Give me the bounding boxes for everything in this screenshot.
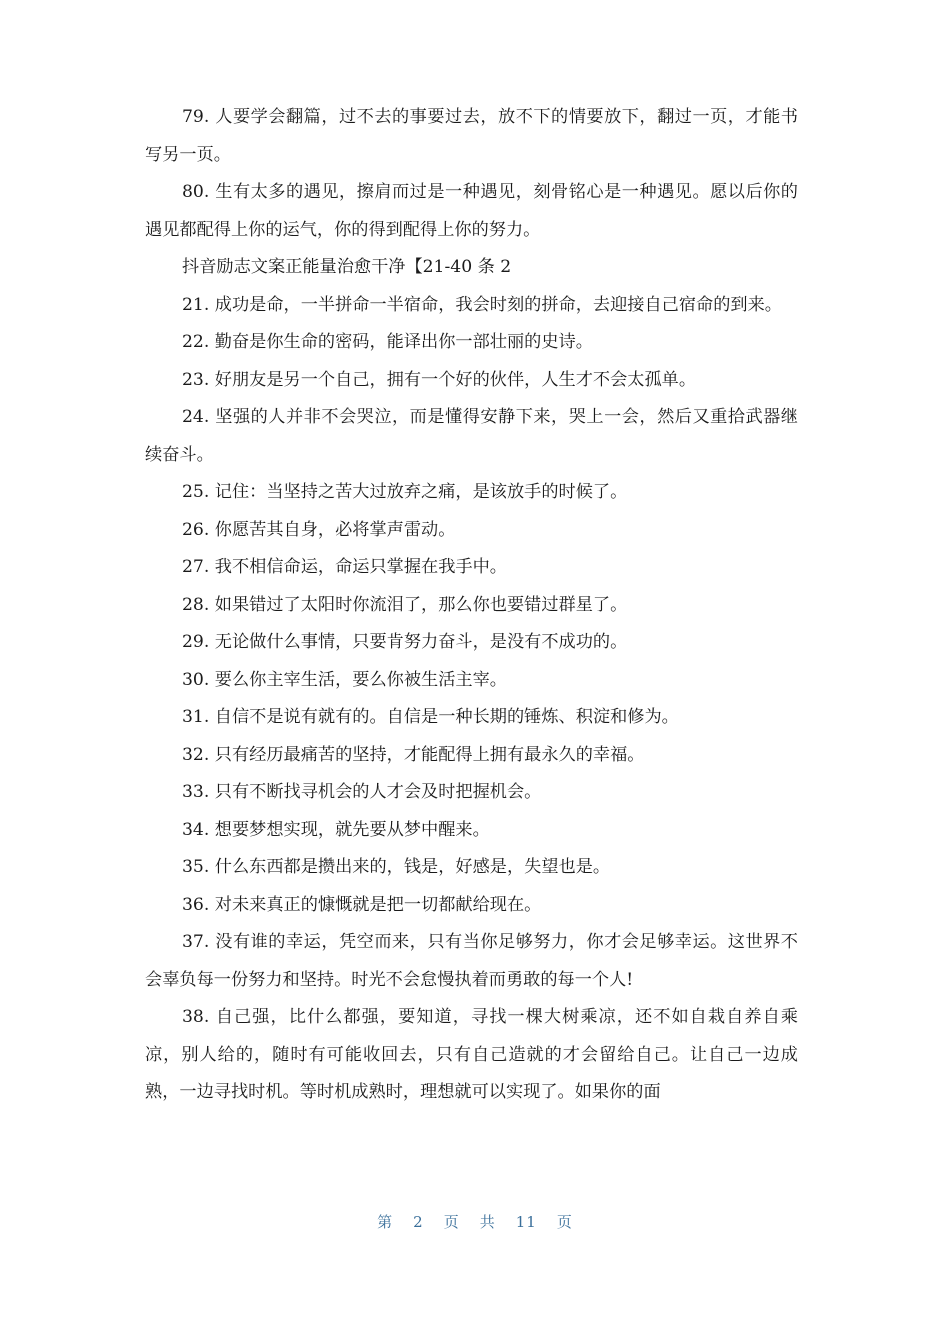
paragraph-33: 33. 只有不断找寻机会的人才会及时把握机会。 bbox=[182, 782, 542, 802]
footer-label-pages-end: 页 bbox=[556, 1213, 573, 1231]
paragraph-36: 36. 对未来真正的慷慨就是把一切都献给现在。 bbox=[182, 894, 542, 915]
paragraph-29: 29. 无论做什么事情，只要肯努力奋斗，是没有不成功的。 bbox=[182, 632, 628, 652]
paragraph-28: 28. 如果错过了太阳时你流泪了，那么你也要错过群星了。 bbox=[182, 594, 628, 615]
footer-current-page: 2 bbox=[413, 1213, 424, 1231]
document-body bbox=[145, 99, 798, 1112]
footer-label-of: 页 bbox=[443, 1213, 460, 1231]
paragraph-26: 26. 你愿苦其自身，必将掌声雷动。 bbox=[182, 519, 456, 540]
paragraph-37: 37. 没有谁的幸运，凭空而来，只有当你足够努力，你才会足够幸运。这世界不会辜负每一份努力和坚持。时光不会怠慢执着而勇敢的每一个人! bbox=[145, 932, 798, 990]
paragraph-31: 31. 自信不是说有就有的。自信是一种长期的锤炼、积淀和修为。 bbox=[182, 707, 679, 727]
footer-label-page: 第 bbox=[377, 1213, 394, 1231]
paragraph-22: 22. 勤奋是你生命的密码，能译出你一部壮丽的史诗。 bbox=[182, 332, 593, 352]
page-footer bbox=[0, 1211, 950, 1232]
footer-total-pages: 11 bbox=[515, 1213, 537, 1231]
paragraph-23: 23. 好朋友是另一个自己，拥有一个好的伙伴，人生才不会太孤单。 bbox=[182, 369, 697, 390]
paragraph-79: 79. 人要学会翻篇，过不去的事要过去，放不下的情要放下，翻过一页，才能书写另一页。 bbox=[145, 107, 798, 165]
paragraph-30: 30. 要么你主宰生活，要么你被生活主宰。 bbox=[182, 669, 507, 690]
paragraph-25: 25. 记住：当坚持之苦大过放弃之痛，是该放手的时候了。 bbox=[182, 482, 628, 502]
paragraph-80: 80. 生有太多的遇见，擦肩而过是一种遇见，刻骨铭心是一种遇见。愿以后你的遇见都配得上你的运气，你的得到配得上你的努力。 bbox=[145, 182, 798, 240]
footer-label-total: 共 bbox=[479, 1213, 496, 1231]
paragraph-21: 21. 成功是命，一半拼命一半宿命，我会时刻的拼命，去迎接自己宿命的到来。 bbox=[182, 294, 782, 315]
section-heading: 抖音励志文案正能量治愈干净【21-40 条 2 bbox=[182, 257, 512, 277]
paragraph-35: 35. 什么东西都是攒出来的，钱是，好感是，失望也是。 bbox=[182, 857, 611, 877]
paragraph-32: 32. 只有经历最痛苦的坚持，才能配得上拥有最永久的幸福。 bbox=[182, 744, 645, 765]
paragraph-34: 34. 想要梦想实现，就先要从梦中醒来。 bbox=[182, 819, 490, 840]
paragraph-27: 27. 我不相信命运，命运只掌握在我手中。 bbox=[182, 557, 507, 577]
paragraph-24: 24. 坚强的人并非不会哭泣，而是懂得安静下来，哭上一会，然后又重拾武器继续奋斗。 bbox=[145, 407, 798, 465]
paragraph-38: 38. 自己强，比什么都强，要知道，寻找一棵大树乘凉，还不如自栽自养自乘凉，别人给的，随时有可能收回去，只有自己造就的才会留给自己。让自己一边成熟，一边寻找时机。等时机成熟时，理想就可以实现了。如果你的面 bbox=[145, 1007, 798, 1102]
